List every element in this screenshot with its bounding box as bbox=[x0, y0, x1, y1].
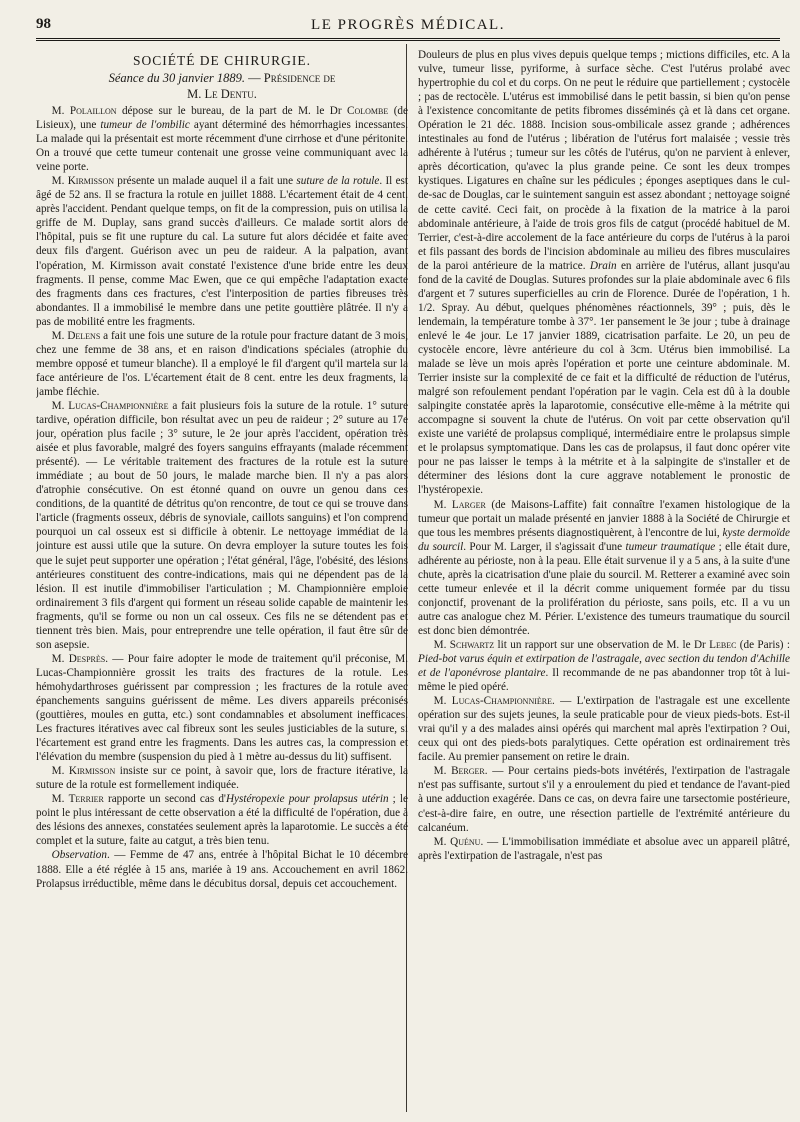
name-run: Schwartz bbox=[449, 638, 495, 651]
text-run: . — Pour faire adopter le mode de traitement qu'il préconise, M. Lucas-Championnière grossit les traits des fractures de la rotule. Les hémohydarthroses guérissent par compression ; les fractures de la rotule avec épanchements sanguins guérissent de même. Les divers appareils préconisés (gouttières, moules en gutta, etc.) sont condamnables et absolument inefficaces. Les fractures itératives avec cal fibreux sont les seules justiciables de la suture, si l'écartement est grand entre les fragments. Dans les autres cas, la compression et l'élévation du membre (suspension du pied à 1 mètre au-dessus du lit) suffisent. bbox=[36, 652, 408, 764]
text-run: M. bbox=[433, 765, 452, 778]
seance-presidence: — Présidence de bbox=[245, 71, 336, 85]
text-run: lit un rapport sur une observation de M. le Dr bbox=[494, 638, 710, 651]
text-run: ayant déterminé des hémorrhagies incessantes. La malade qui la présentait est morte récemment d'une cirrhose et d'une péritonite. On a trouvé que cette tumeur contenait une grosse veine communiquant avec la veine porte. bbox=[36, 119, 408, 174]
text-run: M. bbox=[433, 695, 452, 708]
italic-run: Observation bbox=[51, 849, 107, 862]
paragraph bbox=[36, 104, 408, 174]
text-run: (de Maisons-Laffite) fait connaître l'examen histologique de la tumeur que portait un malade présenté en janvier 1888 à la Société de Chirurgie et que tous les membres présents diagnostiquèrent, à l'encontre de lui, bbox=[418, 498, 790, 539]
seance-line bbox=[36, 70, 408, 86]
text-run: . Il est âgé de 52 ans. Il se fractura la rotule en juillet 1888. L'écartement était de 4 cent. après l'accident. Pendant quelque temps, on fit de la compression, puis on utilisa la griffe de M. Duplay, sans grand succès d'ailleurs. Ce malade sortit alors de l'hôpital, puis se fit une rupture du cal. La suture fut alors décidée et faite avec deux fils d'argent. Guérison avec un peu de raideur. A la palpation, avant l'opération, M. Kirmisson avait constaté l'existence d'une bride entre les deux fragments. Il pense, comme Mac Ewen, que ce qui empêche l'adaptation exacte des fragments dans ces fractures, c'est l'interposition de parties fibreuses très abondantes. Il a immobilisé le membre dans une petite gouttière plâtrée. Il n'y a pas de mobilité entre les fragments. bbox=[36, 175, 408, 328]
italic-run: Hystéropexie pour prolapsus utérin bbox=[225, 793, 389, 806]
seance-president: M. Le Dentu. bbox=[187, 87, 257, 101]
text-run: ; elle était dure, adhérente au périoste, non à la peau. Elle était survenue il y a 5 ans, à la suite d'une chute, après la cicatrisation d'une plaie du sourcil. M. Retterer a examiné avec soin cette tumeur enlevée et il la décrit comme uniquement formée par du tissu conjonctif, provenant de la prolifération du périoste, sans poils, etc. Il a vu un autre cas analogue chez M. Périer. L'existence des tumeurs traumatique du sourcil est donc bien démontrée. bbox=[418, 540, 790, 637]
text-run: en arrière de l'utérus, allant jusqu'au fond de la cavité de Douglas. Sutures profondes sur la plaie abdominale avec 6 fils d'argent et 7 sutures superficielles au crin de Florence. Durée de l'opération, 1 h. 1/2. Spray. Au début, quelques phénomènes réactionnels, 39° ; puis, dès le lendemain, la température tombe à 37°. 1er pansement le 3e jour ; tube à drainage enlevé le 4e jour. Le 17 janvier 1889, cicatrisation parfaite. Le 20, un peu de cystocèle encore, lèvre antérieure du col à 3cm. Utérus bien immobilisé. La malade se lève un mois après l'opération et porte une ceinture abdominale. M. Terrier insiste sur la complexité de ce fait et la difficulté de réduction de l'utérus, malgré son refoulement pendant l'opération par le vagin. Cela est dû à la double salpingite constatée après la laparotomie, consécutive elle-même à la métrite qui accompagne si souvent la chute de l'utérus. On voit par cette observation qu'il existe une variété de prolapsus compliqué, intermédiaire entre le prolapsus simple et le prolapsus symptomatique. Dans les cas de prolapsus, il faut donc opérer vite pour ne pas laisser le temps à la métrite et à la salpingite de s'installer et de déterminer des lésions dont la cure aggrave notablement le pronostic de l'hystéropexie. bbox=[418, 259, 790, 497]
text-run: . — L'immobilisation immédiate et absolue avec un appareil plâtré, après l'extirpation de l'astragale, n'est pas bbox=[418, 835, 790, 862]
paragraph bbox=[36, 174, 408, 329]
text-run: insiste sur ce point, à savoir que, lors de fracture itérative, la suture de la rotule est formellement indiquée. bbox=[36, 765, 408, 792]
paragraph bbox=[418, 764, 790, 834]
italic-run: tumeur traumatique bbox=[625, 540, 716, 553]
name-run: Colombe bbox=[347, 105, 389, 117]
name-run: Lucas-Championnière bbox=[451, 695, 553, 708]
name-run: Kirmisson bbox=[68, 765, 116, 778]
italic-run: suture de la rotule bbox=[296, 175, 380, 188]
name-run: Quénu bbox=[450, 835, 481, 848]
seance-date: Séance du 30 janvier 1889. bbox=[108, 71, 246, 85]
paragraph bbox=[418, 638, 790, 694]
italic-run: tumeur de l'ombilic bbox=[100, 119, 190, 132]
name-run: Terrier bbox=[68, 793, 104, 806]
left-column bbox=[36, 48, 408, 1110]
paragraph bbox=[36, 652, 408, 764]
paragraph bbox=[36, 399, 408, 652]
text-run: a fait plusieurs fois la suture de la rotule. 1° suture tardive, opération difficile, bon résultat avec un peu de raideur ; 2° suture au 17e jour, opération plus facile ; 3° suture, le 2e jour après l'accident, opération très aisée et plus favorable, malgré des foyers sanguins effrayants (malade récemment présenté). — Le véritable traitement des fractures de la rotule est la suture immédiate ; au bout de 50 jours, le malade marche bien. Il n'y a pas alors d'atrophie consécutive. On est étonné quand on ouvre un genou dans ces conditions, de la quantité de détritus qu'on rencontre, de tout ce qui se trouve dans l'article (fragments osseux, débris de synoviale, caillots sanguins) et l'on comprend pourquoi un cal osseux est si difficile à obtenir. Le nettoyage immédiat de la jointure est aussi utile que la suture. On devra employer la suture toutes les fois que le sujet peut supporter une opération ; l'état général, l'âge, l'obésité, des lésions antérieures constituent des contre-indications, mais qui ne dépendent pas de la lésion. Il est inutile d'immobiliser l'articulation ; M. Championnière emploie ordinairement 3 fils d'argent qui forment un réseau solide capable de maintenir les fragments, qu'il se forme ou non un cal osseux. Ces fils ne se détendent pas et tiennent très bien. Mais, pour entreprendre une telle opération, il faut être sûr de son asepsie. bbox=[36, 399, 408, 651]
paragraph bbox=[36, 848, 408, 890]
text-run: présente un malade auquel il a fait une bbox=[114, 175, 297, 188]
text-run: M. bbox=[51, 793, 69, 806]
text-run: M. bbox=[51, 652, 69, 665]
text-run: . Il recommande de ne pas abandonner trop tôt à lui-même le pied opéré. bbox=[418, 667, 790, 694]
paragraph bbox=[36, 764, 408, 792]
text-run: . Pour M. Larger, il s'agissait d'une bbox=[463, 540, 626, 553]
name-run: Lebec bbox=[709, 638, 737, 651]
text-run: (de Paris) : bbox=[736, 638, 790, 651]
page-header bbox=[36, 16, 780, 38]
page-number: 98 bbox=[36, 16, 51, 32]
text-run: M. bbox=[51, 105, 70, 117]
text-run: (de Lisieux), une bbox=[36, 105, 408, 132]
text-run: M. bbox=[433, 835, 451, 848]
text-run: M. bbox=[51, 329, 68, 342]
journal-title: LE PROGRÈS MÉDICAL. bbox=[311, 17, 505, 33]
italic-run: kyste dermoïde du sourcil bbox=[418, 526, 790, 553]
text-run: M. bbox=[433, 638, 450, 651]
name-run: Delens bbox=[67, 329, 101, 342]
text-run: . — Pour certains pieds-bots invétérés, l'extirpation de l'astragale n'est pas suffisante, surtout s'il y a enroulement du pied et tendance de l'avant-pied à une adduction exagérée. Dans ce cas, on devra faire une tarsectomie postérieure, c'est-à-dire faire, en outre, une résection partielle de l'extrémité antérieure du calcanéum. bbox=[418, 765, 790, 834]
text-run: M. bbox=[51, 765, 69, 778]
paragraph bbox=[36, 792, 408, 848]
text-run: . — L'extirpation de l'astragale est une excellente opération sur des sujets jeunes, la seule praticable pour de vieux pieds-bots. Est-il vrai qu'il y a des malades ainsi opérés qui marchent mal après l'extirpation ? Oui, ceux qui ont des pieds-bots paralytiques. Cette opération est ordinairement très facile. Au premier pansement on retire le drain. bbox=[418, 695, 790, 764]
italic-run: Pied-bot varus équin et extirpation de l'astragale, avec section du tendon d'Achille et de l'aponévrose plantaire bbox=[418, 653, 790, 680]
paragraph bbox=[418, 694, 790, 764]
text-run: M. bbox=[51, 175, 68, 188]
text-run: ; le point le plus intéressant de cette observation a été la difficulté de l'opération, due à des lésions des annexes, constatées seulement après la laparotomie. Le succès a été complet et la suture, faite au catgut, a très bien tenu. bbox=[36, 793, 408, 848]
name-run: Polaillon bbox=[69, 105, 117, 117]
italic-run: Drain bbox=[589, 259, 617, 272]
section-title: SOCIÉTÉ DE CHIRURGIE. bbox=[132, 53, 312, 68]
paragraph bbox=[418, 835, 790, 863]
header-rule bbox=[36, 38, 780, 41]
paragraph bbox=[418, 498, 790, 638]
text-run: M. bbox=[433, 498, 452, 511]
text-run: dépose sur le bureau, de la part de M. le Dr bbox=[116, 105, 348, 117]
text-run: rapporte un second cas d' bbox=[103, 793, 226, 806]
text-run: Douleurs de plus en plus vives depuis quelque temps ; mictions difficiles, etc. A la vulve, tumeur lisse, pyriforme, à surface sèche. C'est l'utérus prolabé avec hypertrophie du col et du corps. On ne peut le réduire que partiellement ; cystocèle ; pas de rectocèle. L'utérus est immobilisé dans le petit bassin, si bien qu'on pense à l'existence concomitante de petits fibromes disséminés çà et là dans cet organe. Opération le 21 déc. 1888. Incision sous-ombilicale assez grande ; adhérences intestinales au fond de l'utérus ; libération de l'utérus fort malaisée ; vessie très adhérente à l'utérus ; tumeur sur les côtés de l'utérus, qu'on ne parvient à enlever, après décortication, qu'avec la plus grande peine. Ce sont les deux trompes kystiques. Ligatures en chaîne sur les pédicules ; éponges aseptiques dans le cul-de-sac de Douglas, car le suintement sanguin est assez abondant ; nettoyage soigné de cette cavité. Ceci fait, on procède à la fixation de la matrice à la paroi abdominale antérieure, à l'aide de trois gros fils de catgut (procédé habituel de M. Terrier, c'est-à-dire accolement de la face antérieure du corps de l'utérus à la paroi et fils passant des bords de l'incision abdominale au milieu des fibres musculaires de la paroi antérieure de la matrice. bbox=[418, 49, 790, 272]
paragraph bbox=[418, 48, 790, 498]
right-column bbox=[418, 48, 790, 1110]
name-run: Larger bbox=[451, 498, 486, 511]
text-run: M. bbox=[51, 399, 69, 412]
name-run: Desprès bbox=[68, 652, 106, 665]
text-run: a fait une fois une suture de la rotule pour fracture datant de 3 mois, chez une femme de 38 ans, et en raison d'indications spéciales (atrophie du membre opposé et tumeur blanche). Il a employé le fil d'argent qu'il martela sur la face antérieure de l'os. L'écartement était de 8 cent. entre les deux fragments, la jambe fléchie. bbox=[36, 329, 408, 398]
text-run: . — Femme de 47 ans, entrée à l'hôpital Bichat le 10 décembre 1888. Elle a été réglée à 15 ans, mariée à 19 ans. Accouchement en avril 1862. Prolapsus irréductible, même dans le décubitus dorsal, depuis cet accouchement. bbox=[36, 849, 408, 890]
name-run: Berger bbox=[451, 765, 485, 778]
name-run: Kirmisson bbox=[67, 175, 115, 188]
name-run: Lucas-Championnière bbox=[68, 399, 169, 412]
paragraph bbox=[36, 329, 408, 399]
